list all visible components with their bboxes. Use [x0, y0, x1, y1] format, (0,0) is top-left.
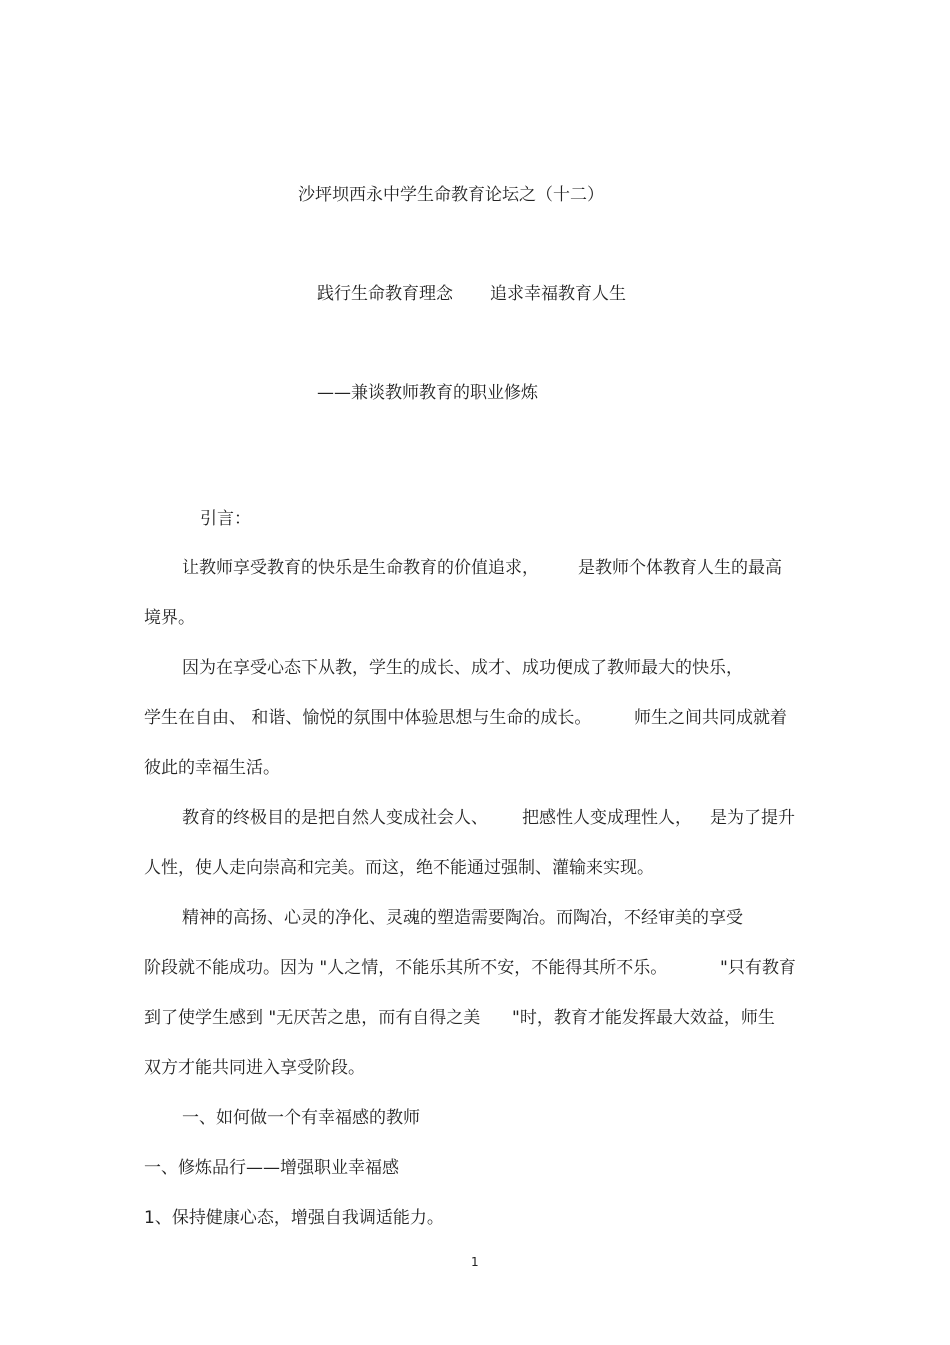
paragraph-1-line-1b: 是教师个体教育人生的最高 [578, 558, 782, 578]
paragraph-3-line-1a: 教育的终极目的是把自然人变成社会人、 [182, 808, 488, 828]
paragraph-2-line-1: 因为在享受心态下从教，学生的成长、成才、成功便成了教师最大的快乐， [182, 658, 743, 678]
page-number: 1 [471, 1255, 479, 1269]
paragraph-4-line-1: 精神的高扬、心灵的净化、灵魂的塑造需要陶冶。而陶冶，不经审美的享受 [182, 908, 743, 928]
paragraph-3-line-1b: 把感性人变成理性人， [522, 808, 692, 828]
paragraph-3-line-2: 人性，使人走向崇高和完美。而这，绝不能通过强制、灌输来实现。 [144, 858, 654, 878]
subtitle: ——兼谈教师教育的职业修炼 [317, 383, 538, 403]
main-title-part2: 追求幸福教育人生 [490, 284, 626, 304]
paragraph-4-line-3a: 到了使学生感到 "无厌苦之患，而有自得之美 [144, 1008, 481, 1028]
intro-label: 引言： [200, 509, 251, 529]
forum-title: 沙坪坝西永中学生命教育论坛之（十二） [298, 185, 604, 205]
paragraph-4-line-3b: "时，教育才能发挥最大效益，师生 [512, 1008, 775, 1028]
paragraph-4-line-2a: 阶段就不能成功。因为 "人之情，不能乐其所不安，不能得其所不乐。 [144, 958, 668, 978]
paragraph-2-line-3: 彼此的幸福生活。 [144, 758, 280, 778]
section-heading: 一、如何做一个有幸福感的教师 [182, 1108, 420, 1128]
paragraph-1-line-2: 境界。 [144, 608, 195, 628]
paragraph-2-line-2b: 师生之间共同成就着 [634, 708, 787, 728]
paragraph-2-line-2a: 学生在自由、 和谐、愉悦的氛围中体验思想与生命的成长。 [144, 708, 592, 728]
paragraph-4-line-4: 双方才能共同进入享受阶段。 [144, 1058, 365, 1078]
main-title-part1: 践行生命教育理念 [317, 284, 453, 304]
paragraph-3-line-1c: 是为了提升 [710, 808, 795, 828]
subsection-heading: 一、修炼品行——增强职业幸福感 [144, 1158, 399, 1178]
paragraph-4-line-2b: "只有教育 [720, 958, 796, 978]
paragraph-1-line-1a: 让教师享受教育的快乐是生命教育的价值追求， [182, 558, 539, 578]
list-item-1: 1、保持健康心态，增强自我调适能力。 [144, 1208, 444, 1228]
